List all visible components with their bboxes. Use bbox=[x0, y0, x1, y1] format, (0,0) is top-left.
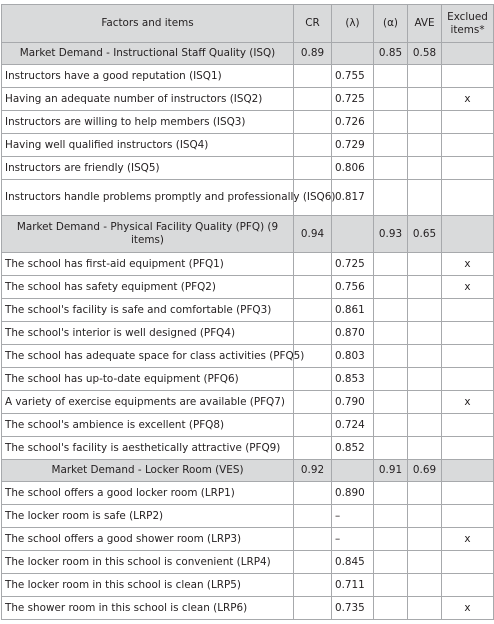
item-cr bbox=[294, 157, 332, 180]
item-excluded-mark bbox=[442, 157, 494, 180]
table-row bbox=[2, 299, 494, 322]
item-ave bbox=[408, 551, 442, 574]
section-alpha: 0.85 bbox=[374, 43, 408, 65]
item-lambda: – bbox=[332, 528, 374, 551]
table-row bbox=[2, 437, 494, 460]
item-text: The school offers a good shower room (LRP3) bbox=[2, 528, 294, 551]
section-cr: 0.94 bbox=[294, 216, 332, 253]
section-lambda bbox=[332, 43, 374, 65]
item-excluded-mark bbox=[442, 180, 494, 216]
section-cr: 0.89 bbox=[294, 43, 332, 65]
table-row bbox=[2, 65, 494, 88]
item-lambda: 0.725 bbox=[332, 253, 374, 276]
item-cr bbox=[294, 88, 332, 111]
item-excluded-mark bbox=[442, 134, 494, 157]
table-row bbox=[2, 368, 494, 391]
item-text: The shower room in this school is clean (LRP6) bbox=[2, 597, 294, 620]
header-alpha: (α) bbox=[374, 5, 408, 43]
table-row bbox=[2, 157, 494, 180]
section-title: Market Demand - Locker Room (VES) bbox=[2, 460, 294, 482]
item-excluded-mark bbox=[442, 551, 494, 574]
section-alpha: 0.93 bbox=[374, 216, 408, 253]
item-excluded-mark bbox=[442, 322, 494, 345]
header-lambda: (λ) bbox=[332, 5, 374, 43]
item-excluded-mark bbox=[442, 414, 494, 437]
item-excluded-mark: x bbox=[442, 528, 494, 551]
table-row bbox=[2, 111, 494, 134]
item-excluded-mark: x bbox=[442, 391, 494, 414]
table-row bbox=[2, 88, 494, 111]
item-lambda: 0.711 bbox=[332, 574, 374, 597]
section-title: Market Demand - Physical Facility Quality (PFQ) (9 items) bbox=[2, 216, 294, 253]
item-ave bbox=[408, 574, 442, 597]
item-alpha bbox=[374, 253, 408, 276]
item-excluded-mark bbox=[442, 111, 494, 134]
item-cr bbox=[294, 505, 332, 528]
item-text: Instructors have a good reputation (ISQ1) bbox=[2, 65, 294, 88]
item-ave bbox=[408, 597, 442, 620]
item-excluded-mark: x bbox=[442, 253, 494, 276]
table-row bbox=[2, 345, 494, 368]
item-lambda: 0.853 bbox=[332, 368, 374, 391]
table-row bbox=[2, 528, 494, 551]
item-excluded-mark bbox=[442, 574, 494, 597]
item-text: Instructors are willing to help members (ISQ3) bbox=[2, 111, 294, 134]
table-row bbox=[2, 414, 494, 437]
table-row bbox=[2, 322, 494, 345]
item-ave bbox=[408, 345, 442, 368]
item-ave bbox=[408, 482, 442, 505]
item-alpha bbox=[374, 134, 408, 157]
item-excluded-mark bbox=[442, 437, 494, 460]
item-alpha bbox=[374, 180, 408, 216]
item-ave bbox=[408, 134, 442, 157]
item-lambda: 0.725 bbox=[332, 88, 374, 111]
item-alpha bbox=[374, 528, 408, 551]
item-text: The school's interior is well designed (PFQ4) bbox=[2, 322, 294, 345]
section-cr: 0.92 bbox=[294, 460, 332, 482]
header-excluded: Exclued items* bbox=[442, 5, 494, 43]
item-alpha bbox=[374, 414, 408, 437]
section-excluded bbox=[442, 460, 494, 482]
item-lambda: 0.870 bbox=[332, 322, 374, 345]
item-ave bbox=[408, 528, 442, 551]
item-text: The locker room in this school is clean (LRP5) bbox=[2, 574, 294, 597]
item-excluded-mark: x bbox=[442, 276, 494, 299]
item-lambda: 0.803 bbox=[332, 345, 374, 368]
item-alpha bbox=[374, 574, 408, 597]
table-row bbox=[2, 180, 494, 216]
item-lambda: 0.755 bbox=[332, 65, 374, 88]
item-lambda: 0.756 bbox=[332, 276, 374, 299]
item-excluded-mark bbox=[442, 482, 494, 505]
section-row bbox=[2, 216, 494, 253]
item-lambda: 0.729 bbox=[332, 134, 374, 157]
section-excluded bbox=[442, 43, 494, 65]
item-lambda: 0.852 bbox=[332, 437, 374, 460]
item-alpha bbox=[374, 437, 408, 460]
section-ave: 0.69 bbox=[408, 460, 442, 482]
section-ave: 0.58 bbox=[408, 43, 442, 65]
item-alpha bbox=[374, 65, 408, 88]
item-text: The school's ambience is excellent (PFQ8) bbox=[2, 414, 294, 437]
table-row bbox=[2, 505, 494, 528]
item-alpha bbox=[374, 299, 408, 322]
table-header-row bbox=[2, 5, 494, 43]
section-row bbox=[2, 43, 494, 65]
item-alpha bbox=[374, 391, 408, 414]
item-cr bbox=[294, 322, 332, 345]
item-lambda: 0.735 bbox=[332, 597, 374, 620]
item-text: The locker room is safe (LRP2) bbox=[2, 505, 294, 528]
table-body bbox=[2, 5, 494, 620]
item-lambda: – bbox=[332, 505, 374, 528]
item-cr bbox=[294, 134, 332, 157]
section-excluded bbox=[442, 216, 494, 253]
results-table bbox=[1, 4, 494, 620]
item-ave bbox=[408, 111, 442, 134]
item-cr bbox=[294, 391, 332, 414]
item-text: The locker room in this school is convenient (LRP4) bbox=[2, 551, 294, 574]
item-text: The school's facility is safe and comfortable (PFQ3) bbox=[2, 299, 294, 322]
table-row bbox=[2, 134, 494, 157]
table-row bbox=[2, 391, 494, 414]
item-text: The school has first-aid equipment (PFQ1) bbox=[2, 253, 294, 276]
item-lambda: 0.817 bbox=[332, 180, 374, 216]
item-ave bbox=[408, 505, 442, 528]
item-ave bbox=[408, 253, 442, 276]
item-ave bbox=[408, 157, 442, 180]
item-excluded-mark: x bbox=[442, 88, 494, 111]
header-cr: CR bbox=[294, 5, 332, 43]
table-row bbox=[2, 551, 494, 574]
item-alpha bbox=[374, 88, 408, 111]
item-lambda: 0.726 bbox=[332, 111, 374, 134]
item-excluded-mark bbox=[442, 299, 494, 322]
item-excluded-mark: x bbox=[442, 597, 494, 620]
item-alpha bbox=[374, 368, 408, 391]
item-ave bbox=[408, 88, 442, 111]
table-row bbox=[2, 276, 494, 299]
item-text: The school's facility is aesthetically attractive (PFQ9) bbox=[2, 437, 294, 460]
item-cr bbox=[294, 551, 332, 574]
item-excluded-mark bbox=[442, 65, 494, 88]
item-ave bbox=[408, 391, 442, 414]
item-ave bbox=[408, 437, 442, 460]
item-text: The school has safety equipment (PFQ2) bbox=[2, 276, 294, 299]
section-title: Market Demand - Instructional Staff Quality (ISQ) bbox=[2, 43, 294, 65]
item-cr bbox=[294, 253, 332, 276]
item-text: The school has adequate space for class activities (PFQ5) bbox=[2, 345, 294, 368]
item-text: Having well qualified instructors (ISQ4) bbox=[2, 134, 294, 157]
item-ave bbox=[408, 65, 442, 88]
item-text: The school has up-to-date equipment (PFQ6) bbox=[2, 368, 294, 391]
item-cr bbox=[294, 299, 332, 322]
item-cr bbox=[294, 65, 332, 88]
section-row bbox=[2, 460, 494, 482]
item-text: A variety of exercise equipments are available (PFQ7) bbox=[2, 391, 294, 414]
item-cr bbox=[294, 597, 332, 620]
item-alpha bbox=[374, 505, 408, 528]
item-excluded-mark bbox=[442, 345, 494, 368]
item-ave bbox=[408, 368, 442, 391]
item-ave bbox=[408, 180, 442, 216]
table-row bbox=[2, 597, 494, 620]
table-row bbox=[2, 574, 494, 597]
item-lambda: 0.790 bbox=[332, 391, 374, 414]
item-excluded-mark bbox=[442, 368, 494, 391]
item-text: Having an adequate number of instructors (ISQ2) bbox=[2, 88, 294, 111]
table-row bbox=[2, 253, 494, 276]
section-ave: 0.65 bbox=[408, 216, 442, 253]
section-alpha: 0.91 bbox=[374, 460, 408, 482]
item-ave bbox=[408, 414, 442, 437]
item-alpha bbox=[374, 157, 408, 180]
item-cr bbox=[294, 574, 332, 597]
item-lambda: 0.861 bbox=[332, 299, 374, 322]
item-cr bbox=[294, 482, 332, 505]
item-alpha bbox=[374, 111, 408, 134]
item-excluded-mark bbox=[442, 505, 494, 528]
item-lambda: 0.806 bbox=[332, 157, 374, 180]
item-cr bbox=[294, 276, 332, 299]
item-lambda: 0.890 bbox=[332, 482, 374, 505]
item-cr bbox=[294, 437, 332, 460]
item-alpha bbox=[374, 276, 408, 299]
item-cr bbox=[294, 111, 332, 134]
item-alpha bbox=[374, 345, 408, 368]
item-alpha bbox=[374, 482, 408, 505]
item-alpha bbox=[374, 597, 408, 620]
header-ave: AVE bbox=[408, 5, 442, 43]
item-ave bbox=[408, 276, 442, 299]
item-alpha bbox=[374, 551, 408, 574]
item-alpha bbox=[374, 322, 408, 345]
item-ave bbox=[408, 299, 442, 322]
item-ave bbox=[408, 322, 442, 345]
item-text: Instructors are friendly (ISQ5) bbox=[2, 157, 294, 180]
section-lambda bbox=[332, 216, 374, 253]
item-cr bbox=[294, 414, 332, 437]
header-factors: Factors and items bbox=[2, 5, 294, 43]
item-text: The school offers a good locker room (LRP1) bbox=[2, 482, 294, 505]
item-cr bbox=[294, 368, 332, 391]
item-lambda: 0.724 bbox=[332, 414, 374, 437]
item-cr bbox=[294, 528, 332, 551]
table-row bbox=[2, 482, 494, 505]
item-text: Instructors handle problems promptly and professionally (ISQ6) bbox=[2, 180, 294, 216]
section-lambda bbox=[332, 460, 374, 482]
item-lambda: 0.845 bbox=[332, 551, 374, 574]
